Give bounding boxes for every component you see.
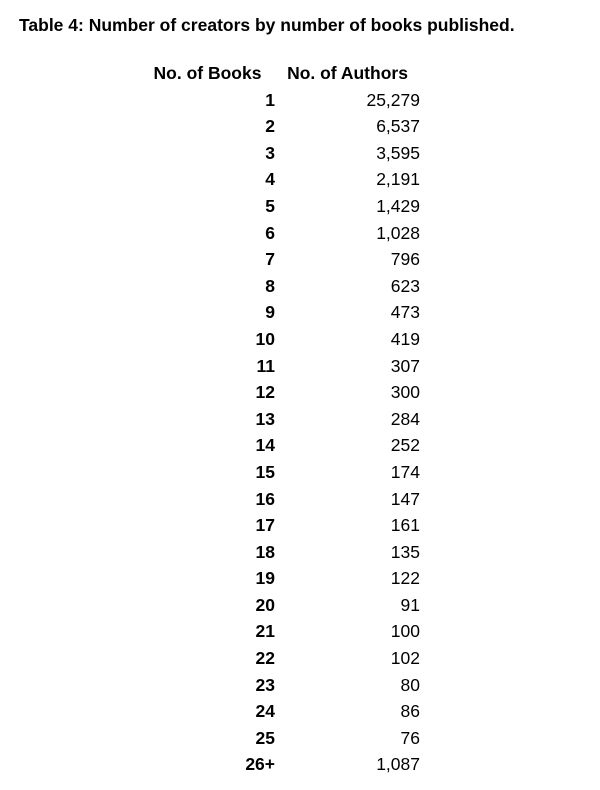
books-count-cell: 22 — [255, 648, 275, 669]
table-row — [140, 645, 420, 672]
table-row — [140, 220, 420, 247]
table-row — [140, 618, 420, 645]
table-caption: Table 4: Number of creators by number of books published. — [19, 15, 515, 35]
authors-count-cell: 1,028 — [376, 222, 420, 243]
table-row — [140, 486, 420, 513]
authors-count-cell: 252 — [390, 435, 420, 456]
books-count-cell: 9 — [265, 302, 275, 323]
books-count-cell: 1 — [265, 89, 275, 110]
table-row — [140, 379, 420, 406]
table-row — [140, 539, 420, 566]
authors-count-cell: 419 — [390, 328, 420, 349]
authors-count-cell: 307 — [390, 355, 420, 376]
books-count-cell: 21 — [255, 621, 275, 642]
table-row — [140, 87, 420, 114]
books-count-cell: 8 — [265, 275, 275, 296]
authors-count-cell: 135 — [390, 541, 420, 562]
authors-count-cell: 161 — [390, 515, 420, 536]
books-count-cell: 11 — [256, 355, 275, 376]
table-row — [140, 672, 420, 699]
books-count-cell: 20 — [255, 594, 275, 615]
table-row — [140, 299, 420, 326]
books-count-cell: 3 — [265, 142, 275, 163]
table-row — [140, 166, 420, 193]
authors-count-cell: 300 — [390, 382, 420, 403]
books-count-cell: 12 — [255, 382, 275, 403]
books-count-cell: 10 — [255, 328, 275, 349]
table-row — [140, 273, 420, 300]
authors-count-cell: 80 — [400, 674, 420, 695]
table-row — [140, 353, 420, 380]
table-row — [140, 565, 420, 592]
books-count-cell: 17 — [255, 515, 275, 536]
table-row — [140, 193, 420, 220]
authors-count-cell: 623 — [390, 275, 420, 296]
authors-count-cell: 796 — [390, 249, 420, 270]
books-count-cell: 26+ — [245, 754, 275, 775]
table-row — [140, 459, 420, 486]
authors-count-cell: 1,429 — [376, 195, 420, 216]
authors-count-cell: 3,595 — [376, 142, 420, 163]
table-header-row — [140, 60, 420, 87]
authors-count-cell: 76 — [400, 727, 420, 748]
books-count-cell: 5 — [265, 195, 275, 216]
table-row — [140, 113, 420, 140]
authors-count-cell: 122 — [390, 568, 420, 589]
table-row — [140, 406, 420, 433]
books-count-cell: 24 — [255, 701, 275, 722]
authors-count-cell: 174 — [390, 461, 420, 482]
books-count-cell: 13 — [255, 408, 275, 429]
table-row — [140, 725, 420, 752]
authors-count-cell: 6,537 — [376, 116, 420, 137]
authors-count-cell: 284 — [390, 408, 420, 429]
authors-count-cell: 86 — [400, 701, 420, 722]
authors-count-cell: 473 — [390, 302, 420, 323]
authors-count-cell: 147 — [390, 488, 420, 509]
authors-count-cell: 1,087 — [376, 754, 420, 775]
header-no-of-books: No. of Books — [153, 63, 262, 83]
authors-count-cell: 2,191 — [376, 169, 420, 190]
table-row — [140, 246, 420, 273]
authors-count-cell: 91 — [400, 594, 420, 615]
books-count-cell: 19 — [255, 568, 275, 589]
books-count-cell: 16 — [255, 488, 275, 509]
table-row — [140, 140, 420, 167]
authors-count-cell: 100 — [390, 621, 420, 642]
table-row — [140, 326, 420, 353]
books-count-cell: 18 — [255, 541, 275, 562]
table-body — [140, 87, 420, 778]
authors-count-cell: 25,279 — [366, 89, 420, 110]
books-count-cell: 14 — [255, 435, 275, 456]
books-count-cell: 25 — [255, 727, 275, 748]
table-row — [140, 751, 420, 778]
books-count-cell: 6 — [265, 222, 275, 243]
header-no-of-authors: No. of Authors — [287, 63, 408, 83]
books-count-cell: 7 — [265, 249, 275, 270]
books-authors-table — [140, 60, 420, 778]
books-count-cell: 2 — [265, 116, 275, 137]
books-count-cell: 4 — [265, 169, 275, 190]
table-row — [140, 698, 420, 725]
table-row — [140, 432, 420, 459]
table-row — [140, 512, 420, 539]
books-count-cell: 15 — [255, 461, 275, 482]
table-row — [140, 592, 420, 619]
authors-count-cell: 102 — [390, 648, 420, 669]
books-count-cell: 23 — [255, 674, 275, 695]
